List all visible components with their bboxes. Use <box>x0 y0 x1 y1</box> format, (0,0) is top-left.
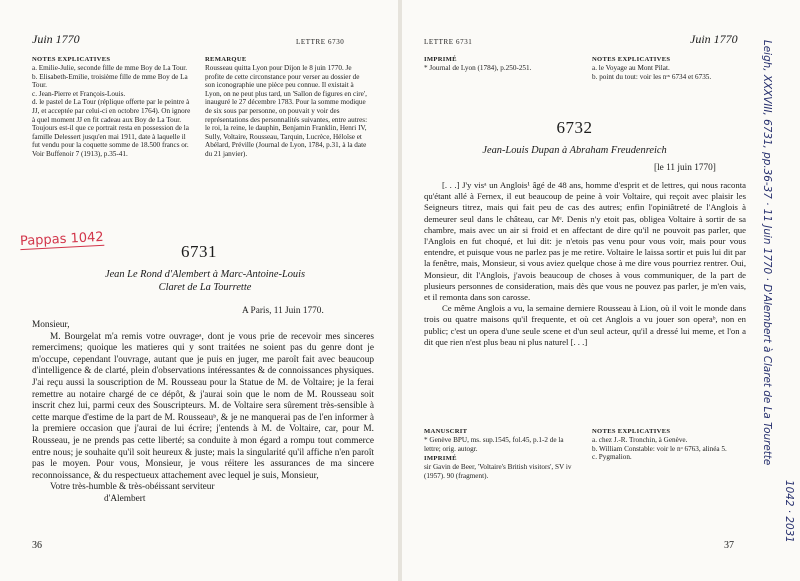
margin-annotation-wrapper <box>763 40 783 520</box>
imprime2-text: sir Gavin de Beer, 'Voltaire's British visitors', SV iv (1957). 90 (fragment). <box>424 463 572 480</box>
closing: Votre très-humble & très-obéissant serviteur <box>50 482 215 493</box>
margin-numbers-wrapper <box>781 480 797 570</box>
manuscrit-title: MANUSCRIT <box>424 428 468 435</box>
letter-title-line2: Claret de La Tourrette <box>158 282 252 293</box>
right-header-letter: LETTRE 6731 <box>424 38 473 46</box>
letter-6731-body <box>32 320 374 506</box>
right-note: a. le Voyage au Mont Pilat. <box>592 64 670 72</box>
imprime-text: * Journal de Lyon (1784), p.250-251. <box>424 64 532 72</box>
right-header-date: Juin 1770 <box>690 32 738 46</box>
letter-number-6731: 6731 <box>181 242 217 261</box>
letter-6732-date: [le 11 juin 1770] <box>654 163 716 173</box>
remarque-title: REMARQUE <box>205 56 247 63</box>
right-notes-title: NOTES EXPLICATIVES <box>592 56 671 63</box>
right-notes-block <box>592 56 742 81</box>
manuscrit-block <box>424 428 579 480</box>
letter-number-6732: 6732 <box>556 118 593 137</box>
notes2-list <box>592 436 742 462</box>
left-notes-title: NOTES EXPLICATIVES <box>32 56 111 63</box>
right-page-number: 37 <box>724 540 734 551</box>
left-notes-block <box>32 56 192 159</box>
right-note: c. Pygmalion. <box>592 453 632 462</box>
left-header-date: Juin 1770 <box>32 32 80 46</box>
imprime2-title: IMPRIMÉ <box>424 455 457 463</box>
right-page <box>402 0 800 581</box>
right-note: b. William Constable: voir le nᵒ 6763, alinéa 5. <box>592 444 727 453</box>
remarque-text: Rousseau quitta Lyon pour Dijon le 8 juin 1770. Je profite de cette circonstance pour verser au dossier de son iconographie une pièce peu connue. Il existait à Lyon, on ne peut plus tard, un 'Sallon de figures en cire', inauguré le 27 décembre 1783. Pour la somme modique de six sous par personne, on pouvait y voir des représentations des personnalités suivantes, entre autres: le roi, la reine, le dauphin, Benjamin Franklin, Henri IV, Sully, Voltaire, Rousseau, Tarquin, Lucrèce, Héloïse et Abélard, Préville (Journal de Lyon, 1784, p.31, à la date du 21 janvier). <box>205 64 368 158</box>
imprime-block <box>424 56 574 73</box>
left-note: d. le pastel de La Tour (réplique offerte par le peintre à JJ, et acceptée par celui-ci en octobre 1764). On ignore à quel moment JJ en fit cadeau aux Boy de La Tour. Toujours est-il que ce portrait resta en possession de la famille Delessert jusqu'en mai 1911, date à laquelle il fut vendu pour la coquette somme de 18.500 francs or. Voir Buffenoir 7 (1913), p.35-41. <box>32 98 191 158</box>
left-page-number: 36 <box>32 540 42 551</box>
remarque-block <box>205 56 371 159</box>
margin-numbers: 1042 · 2031 <box>783 480 795 543</box>
body-paragraph: Ce même Anglois a vu, la semaine derniere Rousseau à Lion, où il voit le monde dans trois ou quatre maisons qu'il frequente, et où cet Anglois a vu jouer son operaᵇ, non en public; c'est un opera d'une seule scene et d'un seul acteur, qu'il a dressé lui meme, et l'on a dit que rien n'est plus beau ni plus naturel [. . .] <box>424 303 746 347</box>
left-notes-list <box>32 64 192 159</box>
right-note: b. point du tout: voir les nᵒˢ 6734 et 6735. <box>592 72 712 81</box>
letter-title-6732: Jean-Louis Dupan à Abraham Freudenreich <box>482 145 667 156</box>
body-paragraph: M. Bourgelat m'a remis votre ouvrageᵃ, dont je vous prie de recevoir mes sinceres remercimens; quoique les matieres qui y sont traitées ne soient pas du genre dont je m'occupe, cependant l'ouvrage, autant que je puis en juger, me paroît fait avec beaucoup d'intelligence & de clarté, plein d'observations intéressantes & de connoissances physiques. J'ai reçu aussi la souscription de M. Rousseau pour la Statue de M. de Voltaire; je la ferai remettre au notaire chargé de ce dépôt, & j'aurai soin que le nom de M. Rousseau soit inscrit chez lui, parmi ceux des Souscripteurs. M. de Voltaire sera sûrement très-sensible à cette marque d'estime de la part de M. Rousseauᵇ, & je ne manquerai pas de l'en informer à la premiere occasion que j'aurai de lui écrire; j'entends à M. de Voltaire, car, pour M. Rousseau, je ne prends pas cette liberté; sa conduite à mon égard a rompu tout commerce entre nous; je souhaite qu'il soit heureux & juste; mais la singularité qu'il affiche n'en paroît pas le moyen. Pour vous, Monsieur, je vous réitere les assurances de ma sincere reconnoissance, & du respectueux attachement avec lequel je suis, Monsieur, <box>32 331 374 481</box>
signature: d'Alembert <box>104 493 146 504</box>
letter-title-line1: Jean Le Rond d'Alembert à Marc-Antoine-Louis <box>104 269 306 280</box>
handwritten-pappas-number: Pappas 1042 <box>19 229 104 250</box>
manuscrit-text: * Genève BPU, ms. sup.1545, fol.45, p.1-2 de la lettre; orig. autogr. <box>424 436 564 453</box>
margin-annotation: Leigh, XXXVIII, 6731, pp.36-37 · 11 Juin 1770 · D'Alembert à Claret de La Tourette <box>761 40 773 466</box>
right-notes-list <box>592 64 742 81</box>
left-note: a. Emilie-Julie, seconde fille de mme Boy de La Tour. <box>32 64 188 72</box>
left-page <box>0 0 398 581</box>
letter-6732-body <box>424 180 746 348</box>
body-paragraph: [. . .] J'y visᵃ un Anglois¹ âgé de 48 ans, homme d'esprit et de lettres, qui nous raconta qu'étant allé à Fernex, il eut beaucoup de peine à voir Voltaire, qui reçoit avec plaisir les Seigneurs titrez, mais qui fait peu de cas des autres; enfin l'opiniâtreté de l'Anglois à demeurer seul dans le château, car Mᵉ. Denis n'y etoit pas, obligea Voltaire à sortir de sa chambre, mais avec un air si froid et en affectant de dire qu'il ne pouvoit pas parler, que l'Anglois en fut choqué, et lui dit: je n'etois pas venu pour vous voir, mais pour vous entendre, et puisque vous ne parlez pas je me retire. Voltaire le laissa sortir et puis lui dit par la fenêtre, mais, Monsieur, si vous aviez quelque chose à me dire vous pourriez rentrer. Oui, Monsieur, dit l'Anglois, j'avois beaucoup de choses à vous communiquer, de la part de plusieurs personnes de consideration, mais dès que vous ne pouvez pas parler, je m'en vais, et il remonta dans son carosse. <box>424 180 746 303</box>
salutation: Monsieur, <box>32 320 70 330</box>
imprime-title: IMPRIMÉ <box>424 56 457 63</box>
left-note: b. Elisabeth-Emilie, troisième fille de mme Boy de La Tour. <box>32 72 188 90</box>
notes2-title: NOTES EXPLICATIVES <box>592 428 671 435</box>
notes2-block <box>592 428 742 462</box>
left-note: c. Jean-Pierre et François-Louis. <box>32 89 126 98</box>
left-header-letter: LETTRE 6730 <box>296 38 345 46</box>
letter-title-6731 <box>20 268 390 294</box>
place-date: A Paris, 11 Juin 1770. <box>242 306 324 316</box>
right-note: a. chez J.-R. Tronchin, à Genève. <box>592 436 688 444</box>
